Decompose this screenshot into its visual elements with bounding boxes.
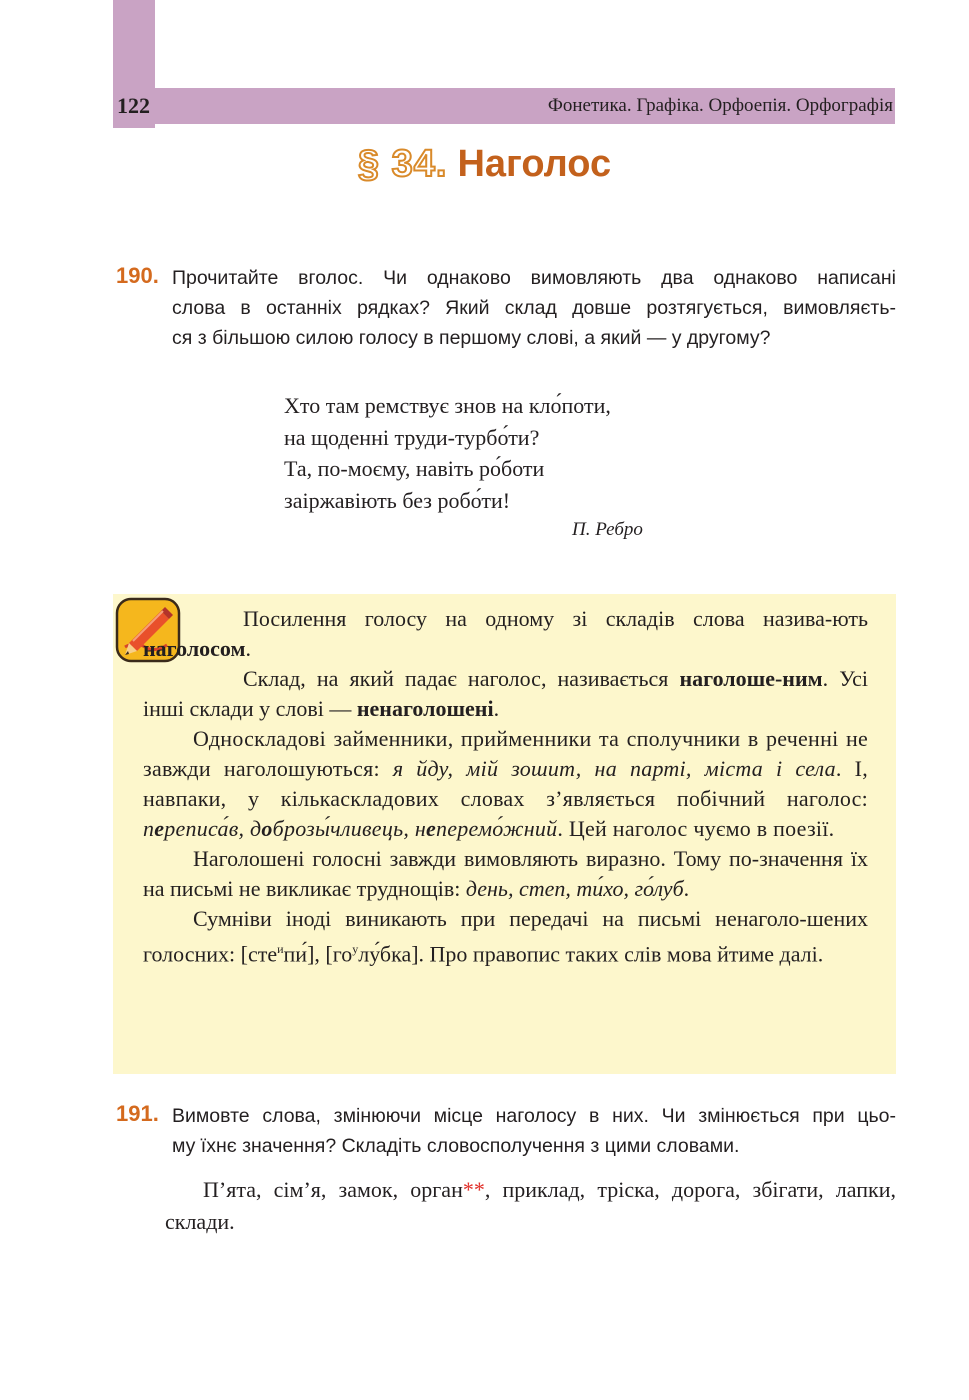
running-head: Фонетика. Графіка. Орфоепія. Орфографія [547, 95, 893, 116]
poem-line: заіржавіють без робо́ти! [284, 487, 511, 513]
rule-paragraph: Сумніви іноді виникають при передачі на письмі ненаголо-шених голосних: [сте$^и$пи́], $[го^улу́бка]$. Про правопис таких слів мова йтиме далі. [143, 906, 868, 967]
term-stress: наголосом [143, 636, 246, 661]
poem-line: Та, по-моєму, навіть ро́боти [284, 456, 545, 481]
term-stressed: наголоше-ним [679, 666, 823, 691]
poem-line: на щоденні труди-турбо́ти? [284, 424, 540, 450]
task-line: му їхнє значення? Складіть словосполучення з цими словами. [172, 1135, 740, 1157]
exercise-191-task [172, 1101, 896, 1161]
rule-paragraph: Посилення голосу на одному зі складів слова назива-ють наголосом. [143, 606, 868, 661]
task-line: Прочитайте вголос. Чи однаково вимовляють два однаково написані [172, 267, 896, 289]
term-unstressed: ненаголошені [356, 696, 494, 721]
task-line: ся з більшою силою голосу в першому слові, а який — у другому? [172, 327, 771, 349]
section-heading [0, 143, 969, 186]
poem-line: Хто там ремствує знов на кло́поти, [284, 393, 611, 418]
word-list: П’ята, сім’я, замок, орган**, приклад, тріска, дорога, збігати, лапки, склади. [165, 1177, 896, 1234]
exercise-number-190: 190. [116, 263, 159, 288]
exercise-number-191: 191. [116, 1101, 159, 1126]
poem-author: П. Ребро [572, 519, 643, 540]
task-line: Вимовте слова, змінюючи місце наголосу в них. Чи змінюється при цьо- [172, 1105, 896, 1127]
exercise-190-task [172, 263, 896, 353]
star-marker: ** [462, 1177, 485, 1202]
page-number: 122 [117, 93, 150, 118]
rule-text [143, 604, 868, 969]
section-number: § 34. [357, 143, 448, 185]
rule-paragraph: Склад, на який падає наголос, називається наголоше-ним. Усі інші склади у слові — ненаголошені. [143, 666, 869, 721]
task-line: слова в останніх рядках? Який склад довше розтягується, вимовляєть- [172, 297, 896, 319]
rule-paragraph: Наголошені голосні завжди вимовляють виразно. Тому по-значення їх на письмі не викликає труднощів: день, степ, ти́хо, го́луб. [143, 846, 868, 901]
section-title: Наголос [457, 143, 612, 185]
rule-paragraph: Односкладові займенники, прийменники та сполучники в реченні не завжди наголошуються: я йду, мій зошит, на парті, міста і села. І, навпаки, у кількаскладових словах з’являється побічний наголос: переписа́в, доброзы́чливець, неперемо́жний. Цей наголос чуємо в поезії. [143, 726, 868, 841]
poem [284, 390, 611, 516]
